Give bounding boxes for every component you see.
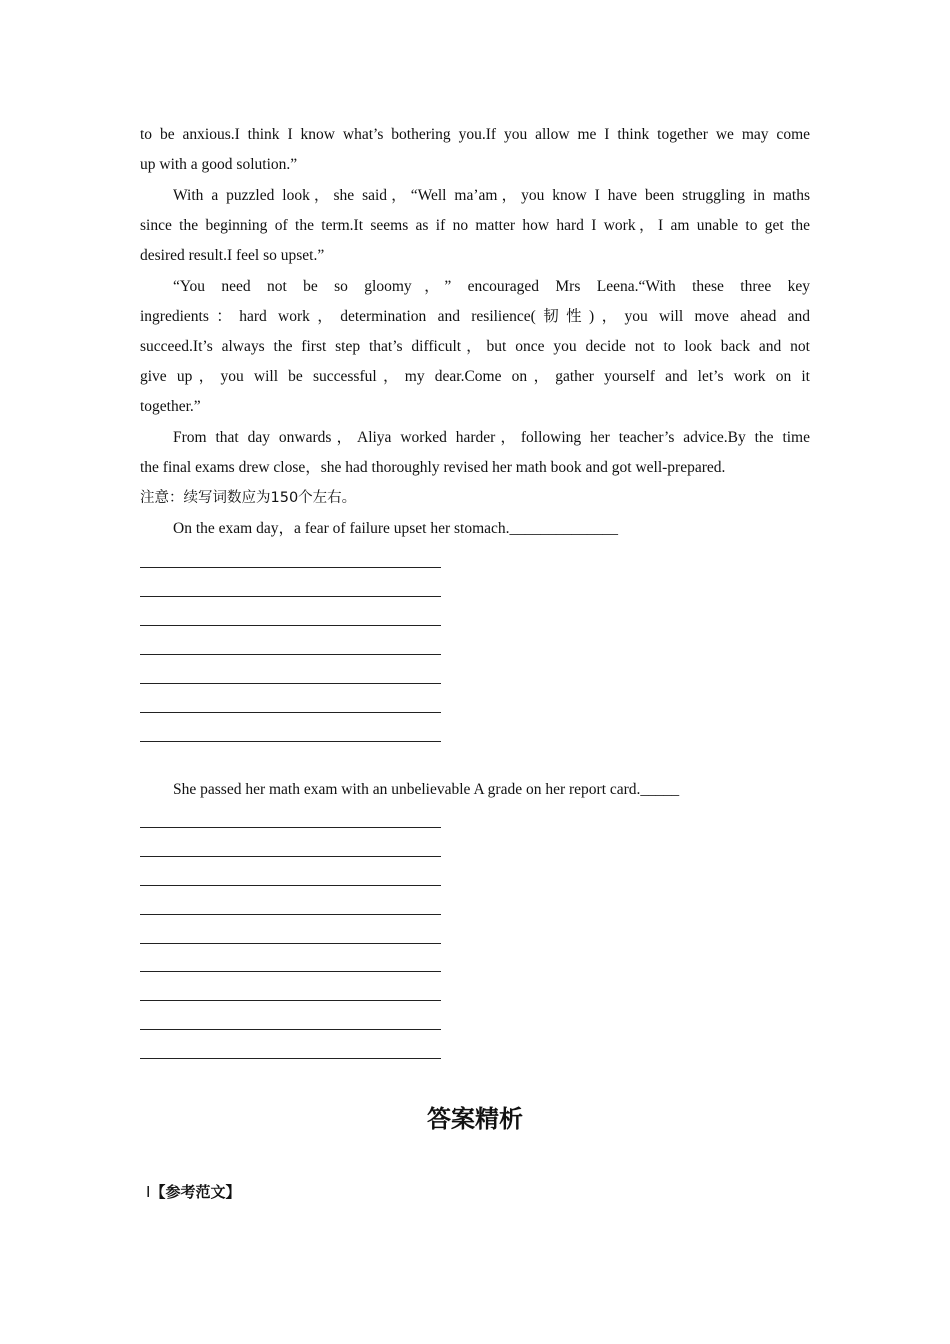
reference-essay-label (146, 1181, 240, 1202)
writing-line[interactable] (140, 914, 441, 915)
writing-line[interactable] (140, 971, 441, 972)
section-numeral: Ⅰ (146, 1183, 151, 1201)
writing-line[interactable] (140, 683, 441, 684)
writing-line[interactable] (140, 1058, 441, 1059)
writing-line[interactable] (140, 827, 441, 828)
continuation-prompt-1: On the exam day，a fear of failure upset her stomach.______________ (173, 520, 619, 537)
writing-line[interactable] (140, 1029, 441, 1030)
passage-line: up with a good solution.” (140, 156, 298, 173)
answer-section-title: 答案精析 (427, 1105, 523, 1133)
writing-line[interactable] (140, 654, 441, 655)
passage-line: desired result.I feel so upset.” (140, 247, 325, 264)
writing-line[interactable] (140, 712, 441, 713)
passage-line: together.” (140, 398, 201, 415)
passage-line: to be anxious.I think I know what’s bothering you.If you allow me I think together we may come (140, 126, 810, 143)
writing-line[interactable] (140, 741, 441, 742)
passage-line: ingredients：hard work，determination and resilience(韧性)，you will move ahead and (140, 308, 810, 325)
writing-line[interactable] (140, 943, 441, 944)
passage-line: succeed.It’s always the first step that’s difficult，but once you decide not to look back and not (140, 338, 810, 355)
writing-line[interactable] (140, 1000, 441, 1001)
passage-line: since the beginning of the term.It seems as if no matter how hard I work，I am unable to get the (140, 217, 810, 234)
continuation-prompt-2: She passed her math exam with an unbelievable A grade on her report card._____ (173, 781, 680, 798)
writing-line[interactable] (140, 625, 441, 626)
passage-line: With a puzzled look，she said，“Well ma’am，you know I have been struggling in maths (173, 187, 810, 204)
writing-line[interactable] (140, 885, 441, 886)
passage-line: give up，you will be successful，my dear.Come on，gather yourself and let’s work on it (140, 368, 810, 385)
word-count-note: 注意：续写词数应为150个左右。 (140, 490, 357, 506)
writing-line[interactable] (140, 856, 441, 857)
reference-label-text: 【参考范文】 (150, 1183, 241, 1201)
passage-line: “You need not be so gloomy，” encouraged Mrs Leena.“With these three key (173, 278, 810, 295)
writing-line[interactable] (140, 596, 441, 597)
passage-line: the final exams drew close，she had thoroughly revised her math book and got well-prepared. (140, 459, 726, 476)
writing-line[interactable] (140, 567, 441, 568)
passage-line: From that day onwards，Aliya worked harder，following her teacher’s advice.By the time (173, 429, 810, 446)
